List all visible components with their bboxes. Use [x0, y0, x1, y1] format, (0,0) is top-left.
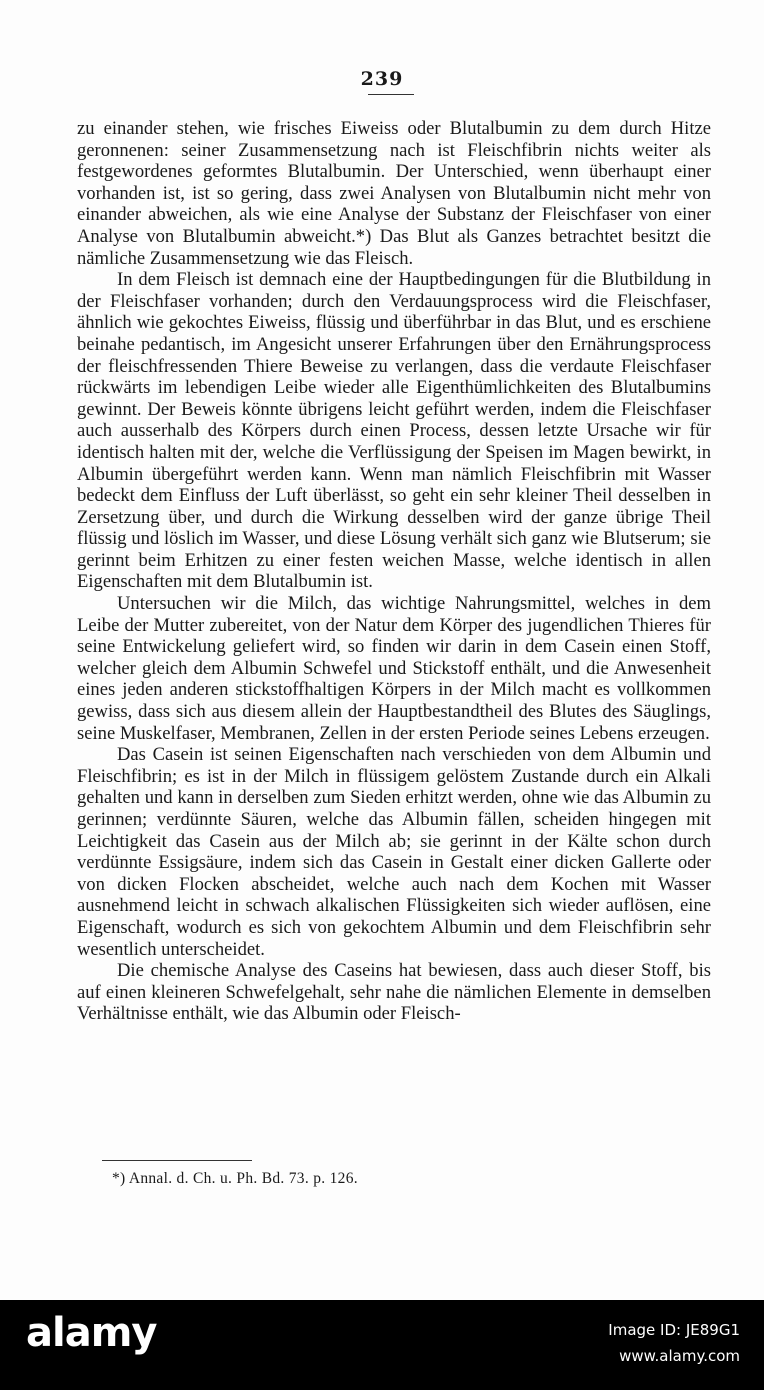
paragraph-4: Das Casein ist seinen Eigenschaften nach verschieden von dem Albumin und Fleischfibrin; es ist in der Milch in flüssigem gelöstem Zustande durch ein Alkali gehalten und kann in derselben zum Sieden erhitzt werden, ohne wie das Albumin zu gerinnen; verdünnte Säuren, welche das Albumin fällen, scheiden hingegen mit Leichtigkeit das Casein aus der Milch ab; sie gerinnt in der Kälte schon durch verdünnte Essigsäure, indem sich das Casein in Gestalt einer dicken Gallerte oder von dicken Flocken abscheidet, welche auch nach dem Kochen mit Wasser ausnehmend leicht in schwach alkalischen Flüssigkeiten sich wieder auflösen, eine Eigenschaft, wodurch es sich von gekochtem Albumin und dem Fleischfibrin sehr wesentlich unterscheidet.: [77, 744, 711, 960]
footnote: *) Annal. d. Ch. u. Ph. Bd. 73. p. 126.: [112, 1170, 358, 1187]
paragraph-2: In dem Fleisch ist demnach eine der Hauptbedingungen für die Blutbildung in der Fleischfaser vorhanden; durch den Verdauungsprocess wird die Fleischfaser, ähnlich wie gekochtes Eiweiss, flüssig und überführbar in das Blut, und es erschiene beinahe pedantisch, im Angesicht unserer Erfahrungen über den Ernährungsprocess der fleischfressenden Thiere Beweise zu verlangen, dass die verdaute Fleischfaser rückwärts im lebendigen Leibe wieder alle Eigenthümlichkeiten des Blutalbumins gewinnt. Der Beweis könnte übrigens leicht geführt werden, indem die Fleischfaser auch ausserhalb des Körpers durch einen Process, dessen letzte Ursache wir für identisch halten mit der, welche die Verflüssigung der Speisen im Magen bewirkt, in Albumin übergeführt werden kann. Wenn man nämlich Fleischfibrin mit Wasser bedeckt dem Einfluss der Luft überlässt, so geht ein sehr kleiner Theil desselben in Zersetzung über, und durch die Wirkung desselben wird der ganze übrige Theil flüssig und löslich im Wasser, und diese Lösung verhält sich ganz wie Blutserum; sie gerinnt beim Erhitzen zu einer festen weichen Masse, welche identisch in allen Eigenschaften mit dem Blutalbumin ist.: [77, 269, 711, 593]
paragraph-3: Untersuchen wir die Milch, das wichtige Nahrungsmittel, welches in dem Leibe der Mutter zubereitet, von der Natur dem Körper des jugendlichen Thieres für seine Entwickelung geliefert wird, so finden wir darin in dem Casein einen Stoff, welcher gleich dem Albumin Schwefel und Stickstoff enthält, und die Anwesenheit eines jeden anderen stickstoffhaltigen Körpers in der Milch macht es vollkommen gewiss, dass sich aus diesem allein der Hauptbestandtheil des Blutes des Säuglings, seine Muskelfaser, Membranen, Zellen in der ersten Periode seines Lebens erzeugen.: [77, 593, 711, 744]
paragraph-1: zu einander stehen, wie frisches Eiweiss oder Blutalbumin zu dem durch Hitze geronnenen: seiner Zusammensetzung nach ist Fleischfibrin nichts weiter als festgewordenes geformtes Blutalbumin. Der Unterschied, wenn überhaupt einer vorhanden ist, ist so gering, dass zwei Analysen von Blutalbumin nicht mehr von einander abweichen, als wie eine Analyse der Substanz der Fleischfaser von einer Analyse von Blutalbumin abweicht.*) Das Blut als Ganzes betrachtet besitzt die nämliche Zusammensetzung wie das Fleisch.: [77, 118, 711, 269]
footnote-rule: [102, 1160, 252, 1161]
body-text: [77, 118, 711, 1025]
watermark-logo: alamy: [26, 1310, 157, 1356]
watermark-site: www.alamy.com: [619, 1347, 740, 1365]
image-id: Image ID: JE89G1: [608, 1321, 740, 1339]
paragraph-5: Die chemische Analyse des Caseins hat bewiesen, dass auch dieser Stoff, bis auf einen kleineren Schwefelgehalt, sehr nahe die nämlichen Elemente in demselben Verhältnisse enthält, wie das Albumin oder Fleisch-: [77, 960, 711, 1025]
page-number-rule: [368, 94, 414, 95]
page-number: 239: [360, 68, 404, 90]
